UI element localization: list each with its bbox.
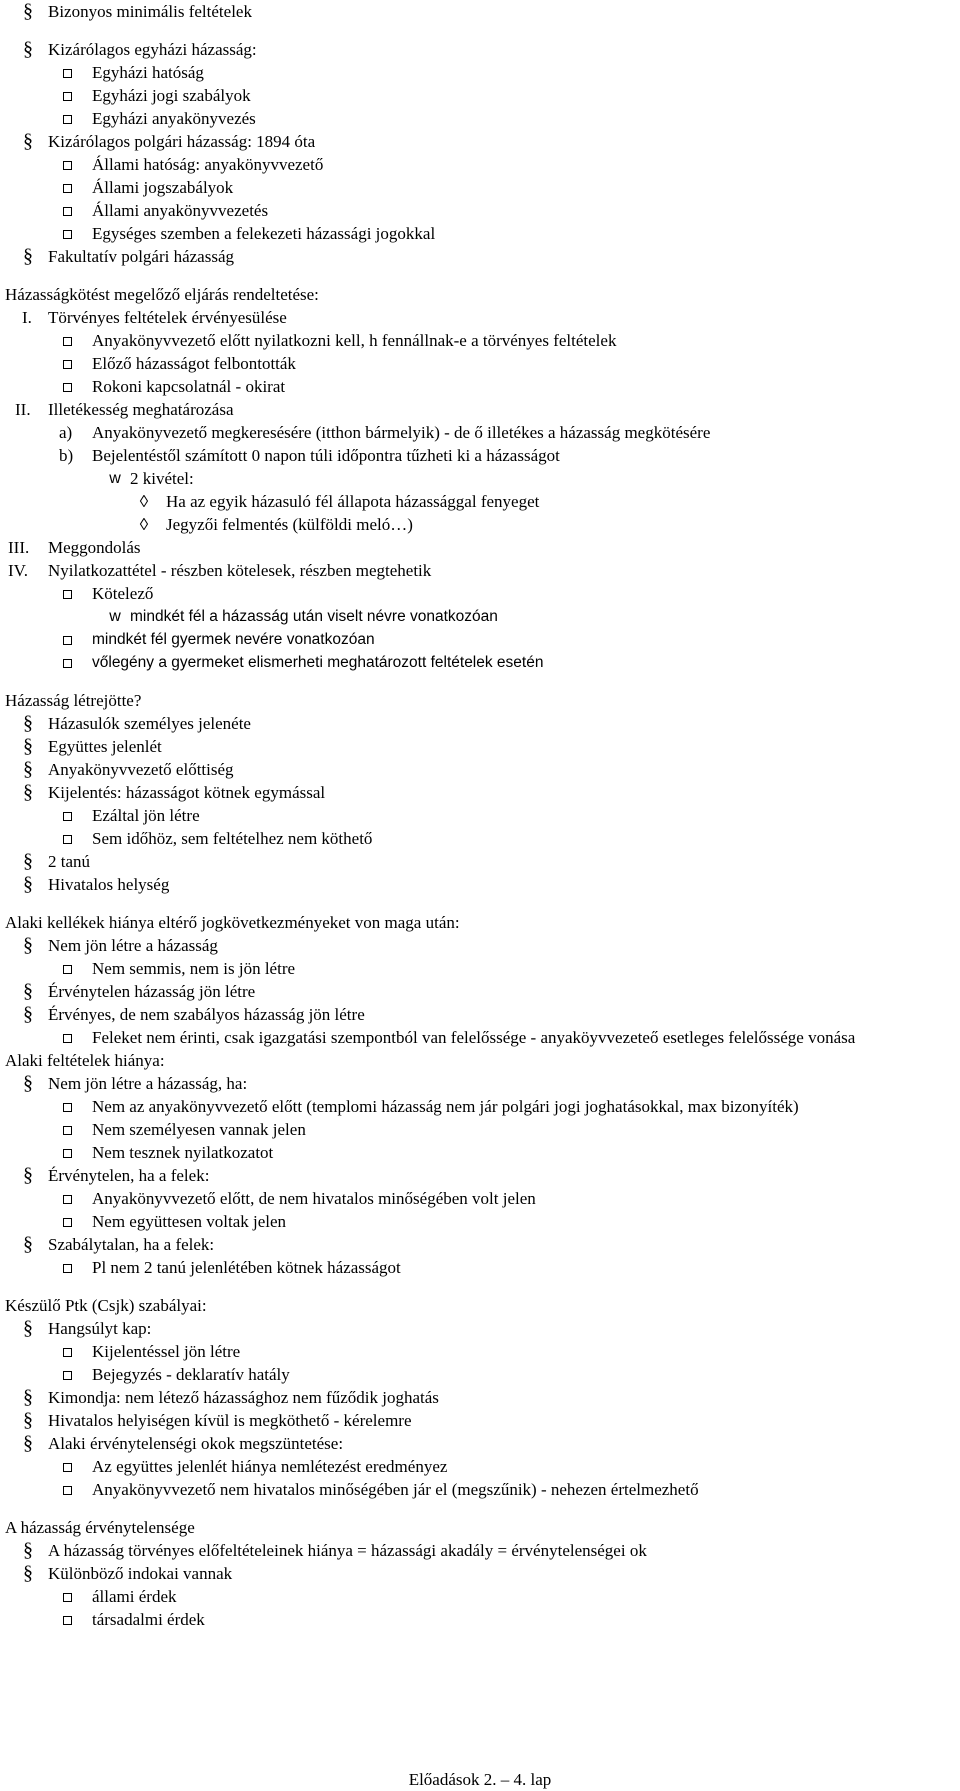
- item-text: Érvénytelen, ha a felek:: [48, 1166, 210, 1185]
- section-bullet-icon: §: [23, 1562, 33, 1584]
- item-text: Jegyzői felmentés (külföldi meló…): [166, 515, 413, 534]
- section-bullet-icon: §: [23, 980, 33, 1002]
- list-item: [0, 1340, 960, 1363]
- square-bullet-icon: [63, 115, 72, 124]
- list-item: [0, 176, 960, 199]
- item-text: Bizonyos minimális feltételek: [48, 2, 252, 21]
- item-text: Házasság létrejötte?: [5, 691, 142, 710]
- diamond-bullet-icon: ◊: [139, 515, 149, 534]
- item-text: állami érdek: [92, 1587, 177, 1606]
- list-item: [0, 1003, 960, 1026]
- item-text: mindkét fél a házasság után viselt névre vonatkozóan: [130, 608, 498, 625]
- item-text: Anyakönyvvezető előtt nyilatkozni kell, h fennállnak-e a törvényes feltételek: [92, 331, 617, 350]
- square-bullet-icon: [63, 360, 72, 369]
- item-text: Anyakönyvvezető előtt, de nem hivatalos minőségében volt jelen: [92, 1189, 536, 1208]
- square-bullet-icon: [63, 69, 72, 78]
- list-item: [0, 582, 960, 605]
- list-item: [0, 245, 960, 268]
- item-text: Nem személyesen vannak jelen: [92, 1120, 306, 1139]
- item-text: Érvénytelen házasság jön létre: [48, 982, 256, 1001]
- list-item: [0, 1386, 960, 1409]
- section-bullet-icon: §: [23, 1317, 33, 1339]
- section-bullet-icon: §: [23, 1386, 33, 1408]
- section-bullet-icon: §: [23, 1003, 33, 1025]
- section-bullet-icon: §: [23, 245, 33, 267]
- list-item: [0, 375, 960, 398]
- list-item: [0, 873, 960, 896]
- item-number: IV.: [8, 561, 28, 580]
- section-bullet-icon: §: [23, 1409, 33, 1431]
- square-bullet-icon: [63, 230, 72, 239]
- list-item: [0, 1363, 960, 1386]
- section-bullet-icon: §: [23, 1233, 33, 1255]
- section-heading: [0, 911, 960, 934]
- list-item: [0, 0, 960, 23]
- list-item: [0, 1317, 960, 1340]
- item-text: Ha az egyik házasuló fél állapota házassággal fenyeget: [166, 492, 540, 511]
- section-gap: [0, 674, 960, 689]
- square-bullet-icon: [63, 1264, 72, 1273]
- list-item: [0, 1164, 960, 1187]
- item-text: Ezáltal jön létre: [92, 806, 200, 825]
- item-text: Készülő Ptk (Csjk) szabályai:: [5, 1296, 207, 1315]
- item-text: Nem tesznek nyilatkozatot: [92, 1143, 274, 1162]
- list-item: [0, 61, 960, 84]
- list-item: [0, 306, 960, 329]
- item-text: A házasság törvényes előfeltételeinek hiánya = házassági akadály = érvénytelenségei ok: [48, 1541, 647, 1560]
- item-text: Bejelentéstől számított 0 napon túli időpontra tűzheti ki a házasságot: [92, 446, 560, 465]
- section-bullet-icon: §: [23, 130, 33, 152]
- item-text: Hivatalos helyiségen kívül is megköthető - kérelemre: [48, 1411, 412, 1430]
- list-item: [0, 735, 960, 758]
- list-item: [0, 1256, 960, 1279]
- square-bullet-icon: [63, 965, 72, 974]
- list-item: [0, 1118, 960, 1141]
- square-bullet-icon: [63, 1371, 72, 1380]
- page-footer: Előadások 2. – 4. lap: [408, 1770, 552, 1789]
- item-number: I.: [22, 308, 32, 327]
- item-text: Állami jogszabályok: [92, 178, 234, 197]
- section-gap: [0, 1279, 960, 1294]
- item-number: b): [59, 446, 74, 465]
- section-heading: [0, 1516, 960, 1539]
- square-bullet-icon: [63, 1126, 72, 1135]
- section-bullet-icon: §: [23, 1164, 33, 1186]
- section-bullet-icon: §: [23, 758, 33, 780]
- list-item: [0, 536, 960, 559]
- item-text: Alaki feltételek hiánya:: [5, 1051, 165, 1070]
- list-item: [0, 1432, 960, 1455]
- item-text: Házasulók személyes jelenéte: [48, 714, 251, 733]
- item-text: A házasság érvénytelensége: [5, 1518, 195, 1537]
- list-item: [0, 980, 960, 1003]
- square-bullet-icon: [63, 1103, 72, 1112]
- item-text: Érvényes, de nem szabályos házasság jön létre: [48, 1005, 365, 1024]
- square-bullet-icon: [63, 1463, 72, 1472]
- list-item: [0, 352, 960, 375]
- section-bullet-icon: §: [23, 873, 33, 895]
- item-text: Házasságkötést megelőző eljárás rendeltetése:: [5, 285, 319, 304]
- item-text: Kijelentés: házasságot kötnek egymással: [48, 783, 326, 802]
- list-item: [0, 559, 960, 582]
- w-bullet-icon: w: [109, 470, 121, 487]
- item-text: Kimondja: nem létező házassághoz nem fűződik joghatás: [48, 1388, 439, 1407]
- square-bullet-icon: [63, 1149, 72, 1158]
- list-item: [0, 1233, 960, 1256]
- item-text: Kizárólagos polgári házasság: 1894 óta: [48, 132, 316, 151]
- item-text: Sem időhöz, sem feltételhez nem köthető: [92, 829, 373, 848]
- list-item: [0, 1585, 960, 1608]
- item-number: II.: [15, 400, 31, 419]
- section-heading: [0, 689, 960, 712]
- item-text: Állami anyakönyvvezetés: [92, 201, 269, 220]
- list-item: [0, 1608, 960, 1631]
- square-bullet-icon: [63, 337, 72, 346]
- item-number: III.: [8, 538, 30, 557]
- item-text: 2 tanú: [48, 852, 91, 871]
- item-text: Állami hatóság: anyakönyvvezető: [92, 155, 324, 174]
- square-bullet-icon: [63, 1034, 72, 1043]
- list-item: [0, 421, 960, 444]
- section-bullet-icon: §: [23, 1072, 33, 1094]
- list-item: [0, 1095, 960, 1118]
- item-text: Hangsúlyt kap:: [48, 1319, 152, 1338]
- list-item: [0, 153, 960, 176]
- list-item: [0, 651, 960, 674]
- diamond-bullet-icon: ◊: [139, 492, 149, 511]
- section-bullet-icon: §: [23, 1539, 33, 1561]
- list-item: [0, 1539, 960, 1562]
- section-gap: [0, 268, 960, 283]
- square-bullet-icon: [63, 161, 72, 170]
- item-text: vőlegény a gyermeket elismerheti meghatározott feltételek esetén: [92, 654, 544, 671]
- list-item: [0, 1478, 960, 1501]
- square-bullet-icon: [63, 207, 72, 216]
- item-text: Nyilatkozattétel - részben kötelesek, részben megtehetik: [48, 561, 432, 580]
- item-text: Illetékesség meghatározása: [48, 400, 234, 419]
- square-bullet-icon: [63, 636, 72, 645]
- list-item: [0, 1072, 960, 1095]
- list-item: [0, 1210, 960, 1233]
- list-item: [0, 490, 960, 513]
- section-bullet-icon: §: [23, 1432, 33, 1454]
- section-gap: [0, 896, 960, 911]
- list-item: [0, 1187, 960, 1210]
- square-bullet-icon: [63, 383, 72, 392]
- section-heading: [0, 283, 960, 306]
- square-bullet-icon: [63, 1218, 72, 1227]
- item-text: Különböző indokai vannak: [48, 1564, 233, 1583]
- list-item: [0, 781, 960, 804]
- item-text: Együttes jelenlét: [48, 737, 162, 756]
- item-text: Nem jön létre a házasság, ha:: [48, 1074, 248, 1093]
- item-text: Alaki kellékek hiánya eltérő jogkövetkezményeket von maga után:: [5, 913, 460, 932]
- list-item: [0, 107, 960, 130]
- item-text: Kizárólagos egyházi házasság:: [48, 40, 257, 59]
- square-bullet-icon: [63, 659, 72, 668]
- section-bullet-icon: §: [23, 712, 33, 734]
- list-item: [0, 934, 960, 957]
- square-bullet-icon: [63, 92, 72, 101]
- item-text: Szabálytalan, ha a felek:: [48, 1235, 215, 1254]
- list-item: [0, 38, 960, 61]
- section-heading: [0, 1049, 960, 1072]
- item-text: Egyházi jogi szabályok: [92, 86, 251, 105]
- item-text: Nem jön létre a házasság: [48, 936, 218, 955]
- list-item: [0, 628, 960, 651]
- square-bullet-icon: [63, 1616, 72, 1625]
- list-item: [0, 130, 960, 153]
- item-text: Nem együttesen voltak jelen: [92, 1212, 287, 1231]
- item-text: Anyakönyvvezető nem hivatalos minőségében jár el (megszűnik) - nehezen értelmezhető: [92, 1480, 699, 1499]
- list-item: [0, 1026, 960, 1049]
- item-text: Pl nem 2 tanú jelenlétében kötnek házasságot: [92, 1258, 401, 1277]
- section-bullet-icon: §: [23, 0, 33, 22]
- square-bullet-icon: [63, 590, 72, 599]
- list-item: [0, 84, 960, 107]
- square-bullet-icon: [63, 812, 72, 821]
- item-text: Bejegyzés - deklaratív hatály: [92, 1365, 290, 1384]
- w-bullet-icon: w: [109, 608, 121, 625]
- list-item: [0, 1409, 960, 1432]
- item-text: Alaki érvénytelenségi okok megszüntetése:: [48, 1434, 344, 1453]
- list-item: [0, 1455, 960, 1478]
- section-bullet-icon: §: [23, 934, 33, 956]
- section-bullet-icon: §: [23, 850, 33, 872]
- list-item: [0, 957, 960, 980]
- section-gap: [0, 23, 960, 38]
- list-item: [0, 444, 960, 467]
- item-text: Meggondolás: [48, 538, 141, 557]
- list-item: [0, 827, 960, 850]
- item-text: Rokoni kapcsolatnál - okirat: [92, 377, 286, 396]
- list-item: [0, 398, 960, 421]
- list-item: [0, 222, 960, 245]
- item-text: Előző házasságot felbontották: [92, 354, 296, 373]
- item-text: Hivatalos helység: [48, 875, 170, 894]
- item-text: Fakultatív polgári házasság: [48, 247, 235, 266]
- square-bullet-icon: [63, 835, 72, 844]
- square-bullet-icon: [63, 1593, 72, 1602]
- list-item: [0, 850, 960, 873]
- item-text: Anyakönyvezető megkeresésére (itthon bármelyik) - de ő illetékes a házasság megkötésére: [92, 423, 711, 442]
- item-text: társadalmi érdek: [92, 1610, 205, 1629]
- item-text: 2 kivétel:: [130, 469, 194, 488]
- section-gap: [0, 1501, 960, 1516]
- square-bullet-icon: [63, 1486, 72, 1495]
- item-number: a): [59, 423, 73, 442]
- item-text: Anyakönyvvezető előttiség: [48, 760, 234, 779]
- list-item: [0, 199, 960, 222]
- item-text: Törvényes feltételek érvényesülése: [48, 308, 287, 327]
- list-item: [0, 329, 960, 352]
- list-item: [0, 1141, 960, 1164]
- list-item: [0, 513, 960, 536]
- list-item: [0, 467, 960, 490]
- item-text: mindkét fél gyermek nevére vonatkozóan: [92, 631, 375, 648]
- square-bullet-icon: [63, 1348, 72, 1357]
- item-text: Feleket nem érinti, csak igazgatási szempontból van felelőssége - anyaköyvvezeteő esetleges felelőssége vonása: [92, 1028, 856, 1047]
- square-bullet-icon: [63, 184, 72, 193]
- item-text: Nem az anyakönyvvezető előtt (templomi házasság nem jár polgári jogi joghatásokkal, max bizonyíték): [92, 1097, 799, 1116]
- section-bullet-icon: §: [23, 735, 33, 757]
- list-item: [0, 605, 960, 628]
- section-heading: [0, 1294, 960, 1317]
- item-text: Kijelentéssel jön létre: [92, 1342, 241, 1361]
- section-bullet-icon: §: [23, 781, 33, 803]
- item-text: Az együttes jelenlét hiánya nemlétezést eredményez: [92, 1457, 448, 1476]
- list-item: [0, 804, 960, 827]
- square-bullet-icon: [63, 1195, 72, 1204]
- item-text: Egységes szemben a felekezeti házassági jogokkal: [92, 224, 436, 243]
- item-text: Egyházi hatóság: [92, 63, 204, 82]
- list-item: [0, 712, 960, 735]
- item-text: Kötelező: [92, 584, 154, 603]
- section-bullet-icon: §: [23, 38, 33, 60]
- list-item: [0, 1562, 960, 1585]
- item-text: Egyházi anyakönyvezés: [92, 109, 256, 128]
- list-item: [0, 758, 960, 781]
- item-text: Nem semmis, nem is jön létre: [92, 959, 296, 978]
